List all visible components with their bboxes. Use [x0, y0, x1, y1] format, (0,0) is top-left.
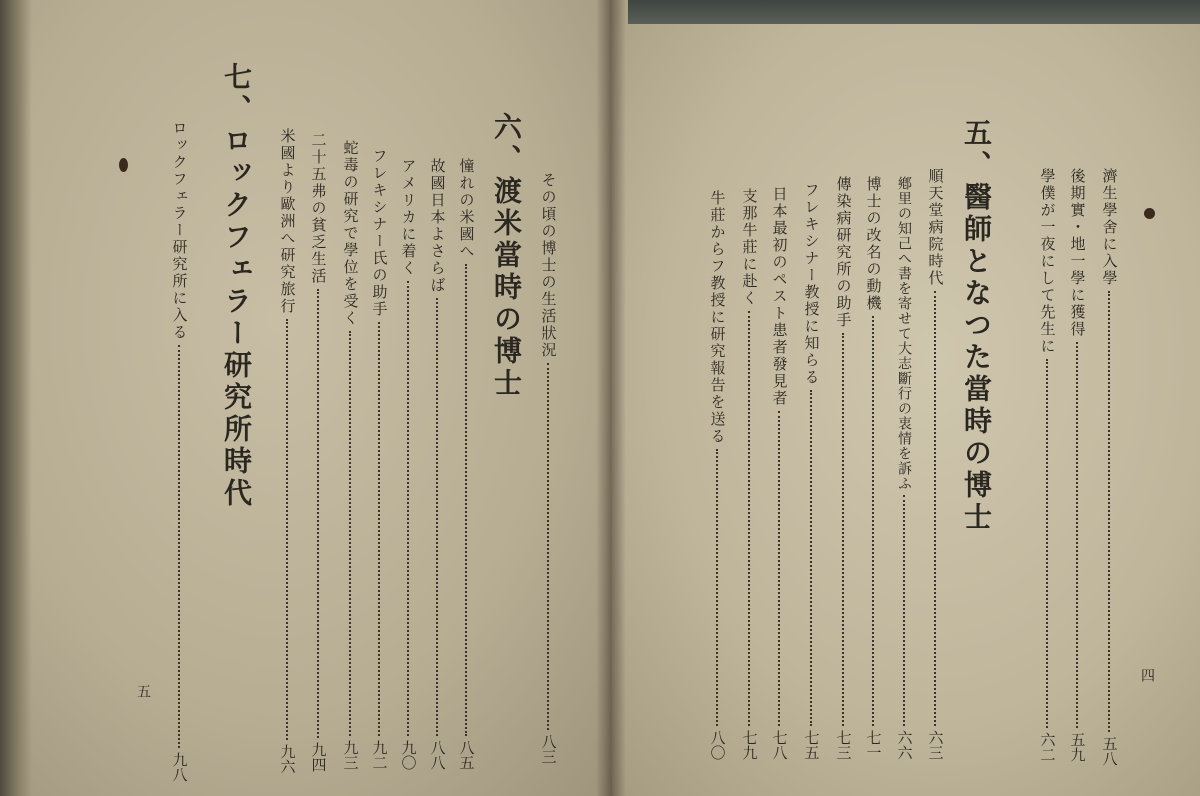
- leader-dots: [842, 333, 844, 726]
- leader-dots: [378, 322, 380, 736]
- toc-entry-page: 九二: [370, 740, 389, 770]
- toc-entry-page: 九〇: [399, 740, 418, 770]
- toc-entry-title: フレキシナー教授に知らる: [802, 182, 821, 386]
- toc-entry-title: 日本最初のペスト患者發見者: [770, 186, 789, 407]
- toc-entry-title: 學僕が一夜にして先生に: [1038, 168, 1057, 355]
- leader-dots: [716, 449, 718, 726]
- leader-dots: [810, 390, 812, 726]
- toc-entry-page: 九六: [278, 744, 297, 774]
- toc-entry-page: 九四: [309, 742, 328, 772]
- leader-dots: [1076, 342, 1078, 728]
- toc-entry: [704, 190, 730, 760]
- toc-entry: [1096, 168, 1122, 766]
- leader-dots: [349, 331, 351, 736]
- section6-heading: 六、渡米當時の博士: [490, 112, 523, 400]
- toc-entry-page: 八五: [457, 740, 476, 770]
- toc-entry-title: 順天堂病院時代: [926, 168, 945, 287]
- leader-dots: [748, 311, 750, 726]
- toc-entry: [274, 128, 300, 774]
- toc-entry-page: 九八: [170, 752, 189, 782]
- section7-heading: 七、ロックフェラー研究所時代: [220, 62, 253, 510]
- leader-dots: [903, 495, 905, 726]
- toc-entry-title: その頃の博士の生活狀況: [539, 172, 558, 359]
- toc-entry: [736, 188, 762, 760]
- toc-entry-title: ロックフェラー研究所に入る: [170, 120, 189, 341]
- leader-dots: [1046, 359, 1048, 728]
- toc-entry: [424, 158, 450, 770]
- toc-entry-page: 五八: [1100, 736, 1119, 766]
- leader-dots: [778, 411, 780, 726]
- toc-entry-page: 七一: [864, 730, 883, 760]
- toc-entry-page: 七三: [834, 730, 853, 760]
- toc-entry-page: 八三: [539, 734, 558, 764]
- toc-entry-title: 支那牛莊に赴く: [740, 188, 759, 307]
- leader-dots: [547, 363, 549, 730]
- toc-entry-page: 五九: [1068, 732, 1087, 762]
- section5-heading: 五、醫師となつた當時の博士: [960, 118, 993, 534]
- leader-dots: [178, 345, 180, 748]
- toc-entry-title: 濟生學舍に入學: [1100, 168, 1119, 287]
- page-number: 五: [135, 684, 151, 698]
- toc-entry-title: アメリカに着く: [399, 158, 418, 277]
- toc-entry-page: 六六: [895, 730, 914, 760]
- toc-entry-page: 七五: [802, 730, 821, 760]
- toc-entry-page: 七八: [770, 730, 789, 760]
- toc-entry-title: 博士の改名の動機: [864, 176, 883, 312]
- book-gutter: [596, 0, 626, 796]
- toc-entry: [766, 186, 792, 760]
- page-number: 四: [1139, 668, 1155, 682]
- toc-entry: [830, 176, 856, 760]
- toc-entry: [395, 158, 421, 770]
- toc-entry: [922, 168, 948, 760]
- toc-entry-title: 故國日本よさらば: [428, 158, 447, 294]
- leader-dots: [317, 289, 319, 738]
- leader-dots: [1108, 291, 1110, 732]
- toc-entry: [337, 140, 363, 770]
- toc-entry: [166, 120, 192, 782]
- toc-entry: [1034, 168, 1060, 762]
- book-edge: [0, 0, 32, 796]
- toc-entry: [453, 158, 479, 770]
- toc-entry-title: 牛莊からフ教授に研究報告を送る: [708, 190, 727, 445]
- toc-entry: [1064, 168, 1090, 762]
- book-cover-edge: [628, 0, 1200, 24]
- leader-dots: [286, 319, 288, 740]
- ink-stain: [119, 158, 128, 172]
- toc-entry: [860, 176, 886, 760]
- leader-dots: [436, 298, 438, 736]
- ink-stain: [1144, 208, 1155, 219]
- toc-entry-page: 六二: [1038, 732, 1057, 762]
- toc-entry-page: 八〇: [708, 730, 727, 760]
- toc-entry-title: 憧れの米國へ: [457, 158, 476, 260]
- toc-entry-title: 二十五弗の貧乏生活: [309, 132, 328, 285]
- toc-entry: [798, 182, 824, 760]
- leader-dots: [407, 281, 409, 736]
- toc-entry-title: 米國より歐洲へ研究旅行: [278, 128, 297, 315]
- toc-entry-page: 八八: [428, 740, 447, 770]
- toc-entry-title: 後期實・地一學に獲得: [1068, 168, 1087, 338]
- toc-entry-page: 七九: [740, 730, 759, 760]
- toc-entry-title: 傳染病研究所の助手: [834, 176, 853, 329]
- toc-entry-page: 九三: [341, 740, 360, 770]
- toc-entry: [535, 172, 561, 764]
- toc-entry-title: 蛇毒の研究で學位を受く: [341, 140, 360, 327]
- toc-entry-title: 鄕里の知己へ書を寄せて大志斷行の衷情を訴ふ: [896, 176, 912, 491]
- toc-entry: [305, 132, 331, 772]
- leader-dots: [465, 264, 467, 736]
- toc-entry-page: 六三: [926, 730, 945, 760]
- toc-entry: [892, 176, 916, 760]
- leader-dots: [934, 291, 936, 726]
- toc-entry: [366, 148, 392, 770]
- leader-dots: [872, 316, 874, 726]
- toc-entry-title: フレキシナー氏の助手: [370, 148, 389, 318]
